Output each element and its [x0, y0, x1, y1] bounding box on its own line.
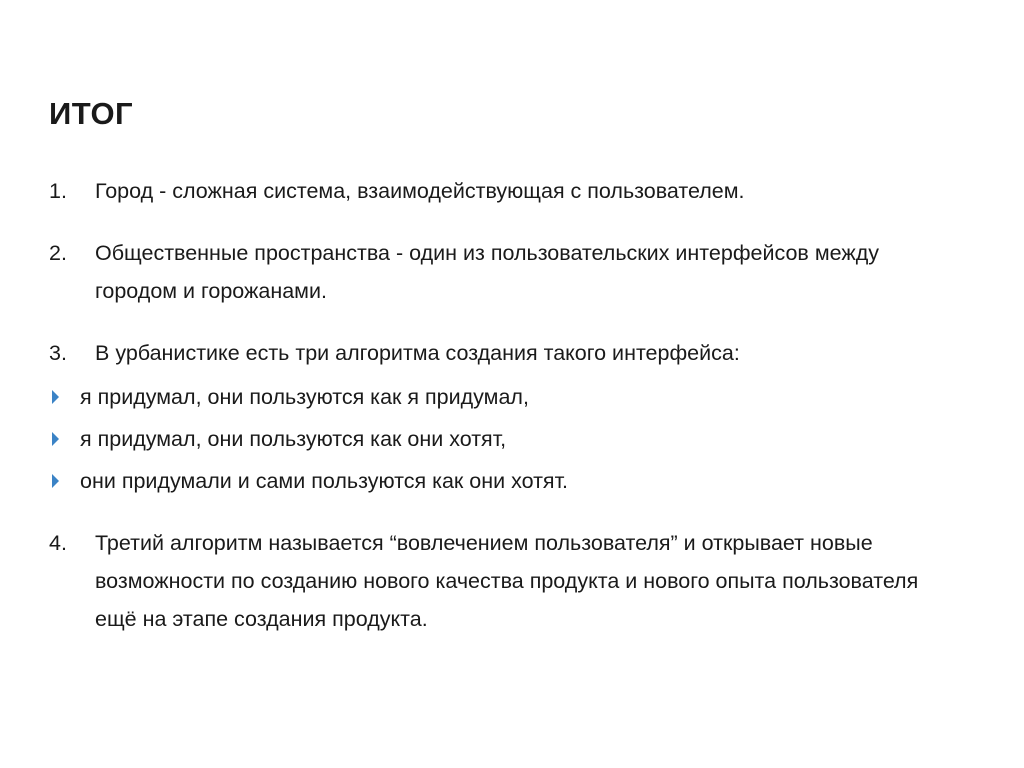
list-item-4	[49, 524, 934, 638]
summary-list	[49, 172, 934, 638]
sub-bullet-1	[49, 378, 934, 416]
list-item-2	[49, 234, 934, 310]
sub-bullet-text: они придумали и сами пользуются как они хотят.	[80, 469, 569, 493]
slide-title: ИТОГ	[49, 96, 134, 131]
triangle-right-icon	[52, 390, 59, 404]
list-item-3	[49, 334, 934, 372]
list-item-text: Третий алгоритм называется “вовлечением пользователя” и открывает новые возможности по созданию нового качества продукта и нового опыта пользователя ещё на этапе создания продукта.	[95, 531, 919, 631]
sub-bullet-2	[49, 420, 934, 458]
triangle-right-icon	[52, 474, 59, 488]
sub-bullet-text: я придумал, они пользуются как я придумал,	[80, 385, 529, 409]
list-item-1	[49, 172, 934, 210]
list-number: 2.	[49, 241, 67, 265]
list-item-text: Город - сложная система, взаимодействующая с пользователем.	[95, 179, 745, 203]
list-number: 4.	[49, 531, 67, 555]
sub-bullet-text: я придумал, они пользуются как они хотят,	[80, 427, 507, 451]
list-item-text: Общественные пространства - один из пользовательских интерфейсов между городом и горожанами.	[95, 241, 879, 303]
list-number: 1.	[49, 179, 67, 203]
sub-bullet-3	[49, 462, 934, 500]
triangle-right-icon	[52, 432, 59, 446]
list-item-text: В урбанистике есть три алгоритма создания такого интерфейса:	[95, 341, 740, 365]
list-number: 3.	[49, 341, 67, 365]
